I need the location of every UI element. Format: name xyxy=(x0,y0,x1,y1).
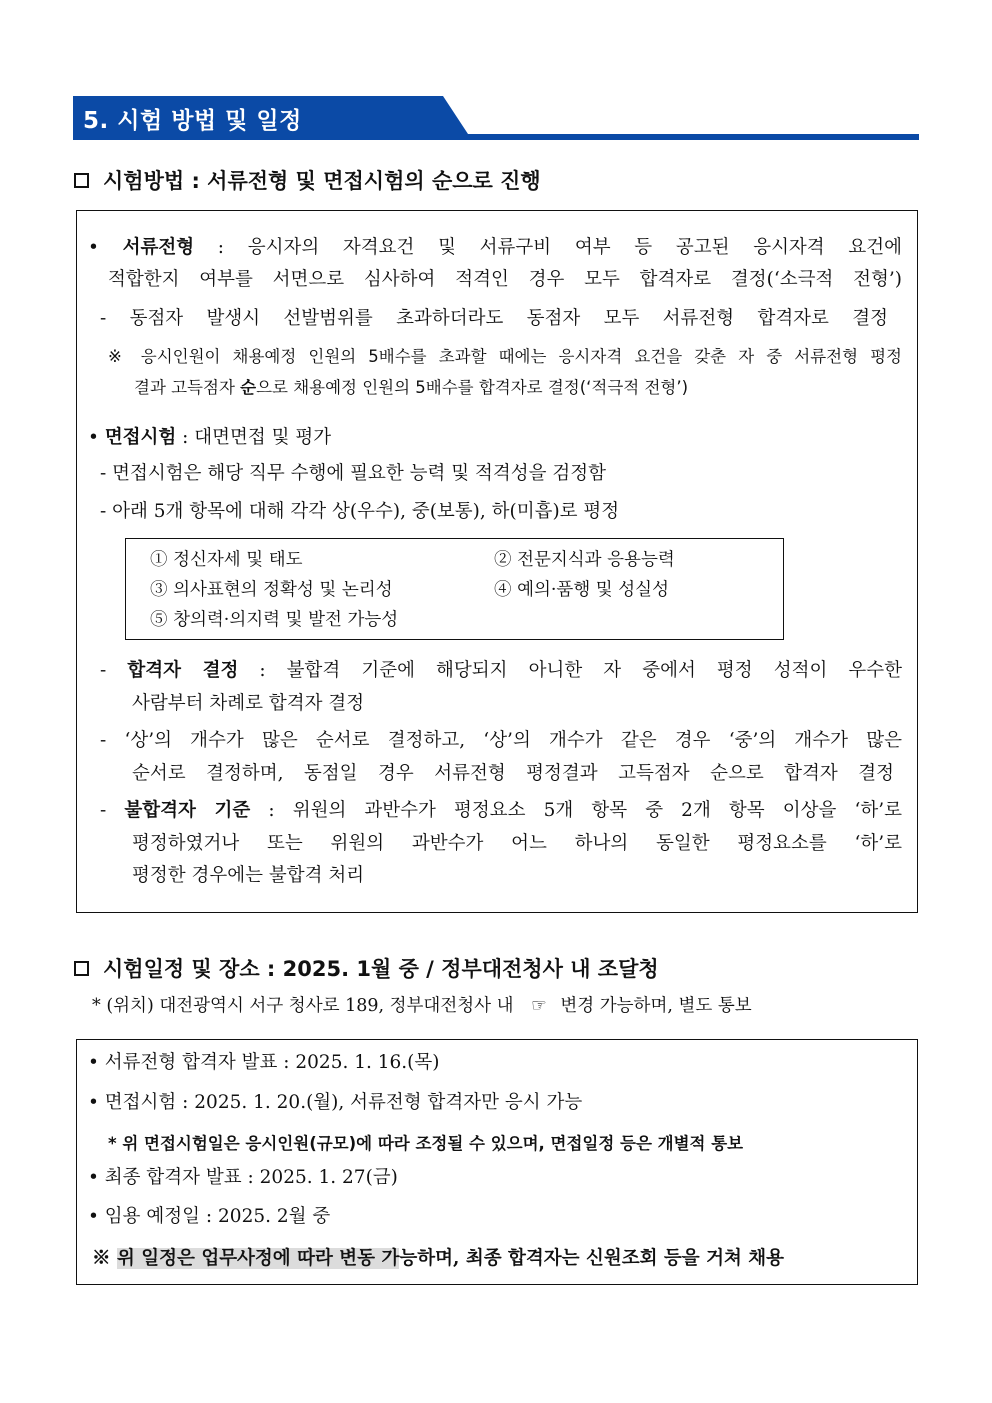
doc-label: 서류전형 xyxy=(122,237,195,258)
tie-line: - 동점자 발생시 선발범위를 초과하더라도 동점자 모두 서류전형 합격자로 결정 xyxy=(100,308,888,329)
section-banner xyxy=(73,96,919,140)
interview-sub-2: - 아래 5개 항목에 대해 각각 상(우수), 중(보통), 하(미흡)로 평정 xyxy=(100,501,620,522)
bullet-icon: • xyxy=(88,1206,105,1227)
interview-line xyxy=(88,426,331,450)
schedule-item: • 최종 합격자 발표 : 2025. 1. 27(금) xyxy=(88,1167,398,1188)
schedule-item: • 서류전형 합격자 발표 : 2025. 1. 16.(목) xyxy=(88,1052,440,1073)
schedule-item: • 임용 예정일 : 2025. 2월 중 xyxy=(88,1206,331,1227)
criteria-box xyxy=(125,538,784,640)
schedule-heading xyxy=(74,953,659,983)
note-line-1: ※ 응시인원이 채용예정 인원의 5배수를 초과할 때에는 응시자격 요건을 갖춘 자 중 서류전형 평정 xyxy=(108,347,902,366)
pointing-hand-icon: ☞ xyxy=(531,996,547,1016)
pass-line-2: 사람부터 차례로 합격자 결정 xyxy=(132,693,365,714)
bullet-icon: • xyxy=(88,1052,105,1073)
highlighted-text: 위 일정은 업무사정에 따라 변동 가 xyxy=(116,1248,400,1269)
doc-line-2: 적합한지 여부를 서면으로 심사하여 적격인 경우 모두 합격자로 결정(‘소극적 전형’) xyxy=(108,269,902,290)
bullet-icon: • xyxy=(88,1167,105,1188)
location-note: * (위치) 대전광역시 서구 청사로 189, 정부대전청사 내 ☞ 변경 가능하며, 별도 통보 xyxy=(92,996,752,1016)
interview-label: 면접시험 xyxy=(104,427,177,448)
doc-text-1: : 응시자의 자격요건 및 서류구비 여부 등 공고된 응시자격 요건에 xyxy=(194,237,902,258)
method-heading-text: 시험방법 : 서류전형 및 면접시험의 순으로 진행 xyxy=(103,169,541,193)
order-line-2: 순서로 결정하며, 동점일 경우 서류전형 평정결과 고득점자 순으로 합격자 결정 xyxy=(132,763,894,784)
criteria-item: ⑤ 창의력·의지력 및 발전 가능성 xyxy=(150,610,399,630)
interview-sub-1: - 면접시험은 해당 직무 수행에 필요한 능력 및 적격성을 검정함 xyxy=(100,463,606,484)
method-heading xyxy=(74,165,541,195)
pass-line-1: - 합격자 결정 : 불합격 기준에 해당되지 아니한 자 중에서 평정 성적이 우수한 xyxy=(100,660,902,681)
order-line-1: - ‘상’의 개수가 많은 순서로 결정하고, ‘상’의 개수가 같은 경우 ‘중’의 개수가 많은 xyxy=(100,730,902,751)
criteria-item: ④ 예의·품행 및 성실성 xyxy=(494,580,669,600)
note-line-2: 결과 고득점자 순으로 채용예정 인원의 5배수를 합격자로 결정(‘적극적 전형’) xyxy=(134,378,689,397)
interview-schedule-note: * 위 면접시험일은 응시인원(규모)에 따라 조정될 수 있으며, 면접일정 등은 개별적 통보 xyxy=(108,1134,744,1153)
fail-label: 불합격자 기준 xyxy=(124,800,251,821)
criteria-item: ① 정신자세 및 태도 xyxy=(150,550,303,570)
bullet-icon: • xyxy=(88,1092,105,1113)
interview-text: : 대면면접 및 평가 xyxy=(176,427,332,448)
pass-label: 합격자 결정 xyxy=(127,660,239,681)
schedule-heading-text: 시험일정 및 장소 : 2025. 1월 중 / 정부대전청사 내 조달청 xyxy=(103,957,659,981)
schedule-item: • 면접시험 : 2025. 1. 20.(월), 서류전형 합격자만 응시 가능 xyxy=(88,1092,583,1113)
fail-line-3: 평정한 경우에는 불합격 처리 xyxy=(132,865,365,886)
checkbox-square-icon xyxy=(74,173,89,188)
bullet-icon: • xyxy=(88,237,99,258)
final-note: ※ 위 일정은 업무사정에 따라 변동 가능하며, 최종 합격자는 신원조회 등을 거쳐 채용 xyxy=(92,1248,784,1269)
section-title: 5. 시험 방법 및 일정 xyxy=(83,108,302,134)
fail-line-1: - 불합격자 기준 : 위원의 과반수가 평정요소 5개 항목 중 2개 항목 이상을 ‘하’로 xyxy=(100,800,902,821)
doc-line-1 xyxy=(88,236,902,260)
fail-line-2: 평정하였거나 또는 위원의 과반수가 어느 하나의 동일한 평정요소를 ‘하’로 xyxy=(132,833,902,854)
criteria-item: ③ 의사표현의 정확성 및 논리성 xyxy=(150,580,393,600)
pass-text-1: : 불합격 기준에 해당되지 아니한 자 중에서 평정 성적이 우수한 xyxy=(238,660,902,681)
checkbox-square-icon xyxy=(74,961,89,976)
criteria-item: ② 전문지식과 응용능력 xyxy=(494,550,675,570)
fail-text-1: : 위원의 과반수가 평정요소 5개 항목 중 2개 항목 이상을 ‘하’로 xyxy=(250,800,902,821)
bullet-icon: • xyxy=(88,427,99,448)
